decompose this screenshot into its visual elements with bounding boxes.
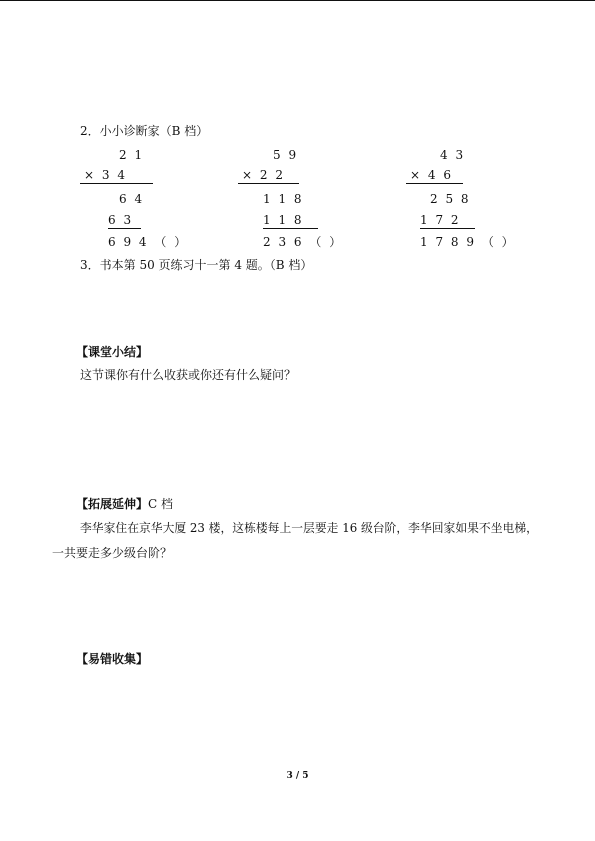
answer-blank[interactable]: （ ） [309, 235, 344, 249]
p1-partial-2: 6 3 [108, 213, 141, 229]
extension-line-1: 李华家住在京华大厦 23 楼，这栋楼每上一层要走 16 级台阶，李华回家如果不坐电梯， [80, 521, 538, 535]
summary-heading: 【课堂小结】 [76, 345, 149, 359]
answer-blank[interactable]: （ ） [154, 235, 189, 249]
p3-result: 1 7 8 9 （ ） [420, 235, 516, 249]
q3-text: 3．书本第 50 页练习十一第 4 题。（B 档） [80, 258, 313, 272]
p2-multiplier: × 2 2 [238, 168, 299, 184]
p1-partial-1: 6 4 [119, 192, 145, 206]
p3-multiplier: × 4 6 [406, 168, 463, 184]
p3-partial-2: 1 7 2 [420, 213, 475, 229]
answer-blank[interactable]: （ ） [481, 235, 516, 249]
p2-partial-1: 1 1 8 [263, 192, 304, 206]
p1-multiplier: × 3 4 [80, 168, 153, 184]
errors-heading: 【易错收集】 [76, 652, 149, 666]
summary-text: 这节课你有什么收获或你还有什么疑问？ [80, 368, 297, 382]
extension-level: C 档 [148, 497, 174, 511]
extension-line-2: 一共要走多少级台阶？ [52, 546, 173, 560]
p3-top: 4 3 [440, 148, 466, 162]
p1-top: 2 1 [119, 148, 145, 162]
p1-result: 6 9 4 （ ） [108, 235, 189, 249]
extension-heading: 【拓展延伸】C 档 [76, 497, 174, 511]
p2-result: 2 3 6 （ ） [263, 235, 344, 249]
top-rule [0, 0, 595, 1]
page-number: 3 / 5 [286, 771, 309, 781]
p2-partial-2: 1 1 8 [263, 213, 318, 229]
p2-top: 5 9 [273, 148, 299, 162]
q2-title: 2．小小诊断家（B 档） [80, 124, 209, 138]
p3-partial-1: 2 5 8 [430, 192, 471, 206]
